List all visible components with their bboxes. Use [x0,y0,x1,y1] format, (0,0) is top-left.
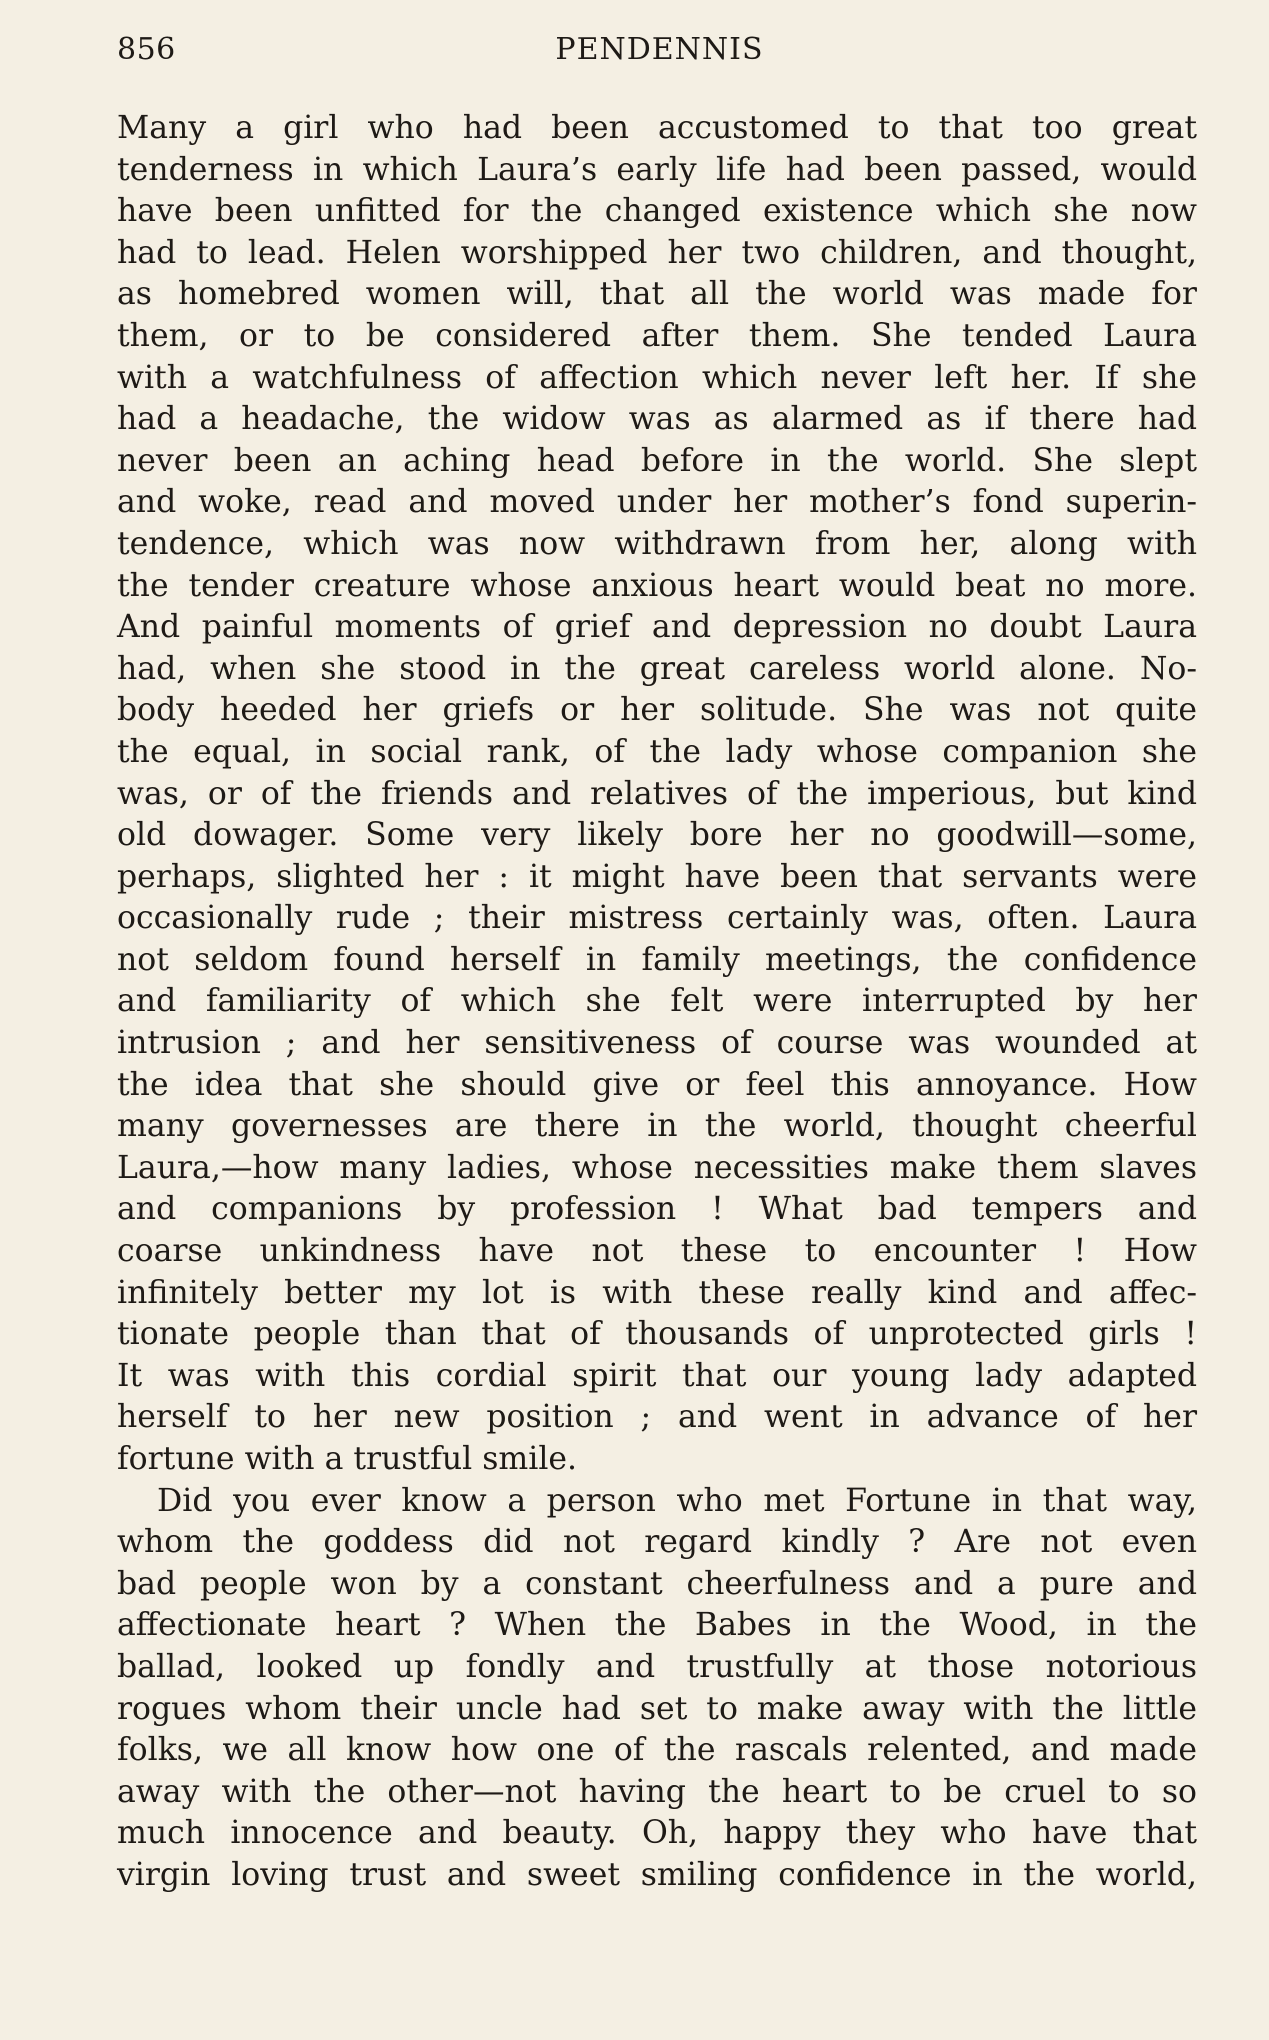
text-line: many governesses are there in the world, thought cheerful [117,1108,1197,1145]
text-line: the tender creature whose anxious heart would beat no more. [117,567,1197,604]
text-line: Many a girl who had been accustomed to that too great [117,110,1197,146]
text-line: tionate people than that of thousands of unprotected girls ! [117,1316,1197,1353]
text-line: infinitely better my lot is with these really kind and affec- [117,1274,1197,1311]
text-line: And painful moments of grief and depression no doubt Laura [117,609,1197,646]
text-line: had to lead. Helen worshipped her two children, and thought, [117,234,1197,271]
text-line: intrusion ; and her sensitiveness of course was wounded at [117,1025,1197,1062]
text-line: and companions by profession ! What bad tempers and [117,1191,1197,1228]
text-line: have been unfitted for the changed existence which she now [117,193,1197,230]
paragraph-1 [117,108,1197,1481]
running-title: PENDENNIS [555,32,764,67]
text-line: tendence, which was now withdrawn from her, along with [117,525,1197,562]
text-line: not seldom found herself in family meetings, the confidence [117,941,1197,978]
text-line: tenderness in which Laura’s early life had been passed, would [117,151,1197,188]
text-line: It was with this cordial spirit that our young lady adapted [117,1357,1197,1394]
text-line: fortune with a trustful smile. [117,1441,578,1477]
body-text [117,108,1197,1897]
text-line: much innocence and beauty. Oh, happy they who have that [117,1815,1197,1852]
text-line: coarse unkindness have not these to encounter ! How [117,1233,1197,1270]
text-line: folks, we all know how one of the rascals relented, and made [117,1732,1197,1769]
paragraph-text [117,108,1197,1481]
text-line: the equal, in social rank, of the lady whose companion she [117,733,1197,770]
running-head [117,32,1202,72]
text-line: and familiarity of which she felt were interrupted by her [117,983,1197,1020]
text-line: herself to her new position ; and went in advance of her [117,1399,1197,1436]
text-line: ballad, looked up fondly and trustfully at those notorious [117,1648,1197,1685]
text-line: occasionally rude ; their mistress certainly was, often. Laura [117,900,1197,937]
text-line: perhaps, slighted her : it might have been that servants were [117,858,1197,895]
text-line: with a watchfulness of affection which never left her. If she [117,359,1197,396]
text-line: body heeded her griefs or her solitude. She was not quite [117,692,1197,729]
text-line: them, or to be considered after them. She tended Laura [117,317,1197,354]
text-line: and woke, read and moved under her mother’s fond superin- [117,484,1197,521]
text-line: had, when she stood in the great careless world alone. No- [117,650,1197,687]
text-line: whom the goddess did not regard kindly ? Are not even [117,1524,1197,1561]
text-line: rogues whom their uncle had set to make away with the little [117,1690,1197,1727]
paragraph-text [117,1481,1197,1897]
text-line: away with the other—not having the heart to be cruel to so [117,1773,1197,1810]
text-line: Did you ever know a person who met Fortune in that way, [157,1482,1197,1519]
text-line: never been an aching head before in the world. She slept [117,442,1197,479]
paragraph-2 [117,1481,1197,1897]
text-line: Laura,—how many ladies, whose necessities make them slaves [117,1149,1197,1186]
text-line: virgin loving trust and sweet smiling confidence in the world, [117,1856,1197,1893]
text-line: affectionate heart ? When the Babes in the Wood, in the [117,1607,1197,1644]
text-line: old dowager. Some very likely bore her no goodwill—some, [117,817,1197,854]
text-line: the idea that she should give or feel this annoyance. How [117,1066,1197,1103]
text-line: was, or of the friends and relatives of the imperious, but kind [117,775,1197,812]
page-number: 856 [117,32,176,67]
text-line: had a headache, the widow was as alarmed as if there had [117,401,1197,438]
text-line: bad people won by a constant cheerfulness and a pure and [117,1565,1197,1602]
text-line: as homebred women will, that all the world was made for [117,276,1197,313]
